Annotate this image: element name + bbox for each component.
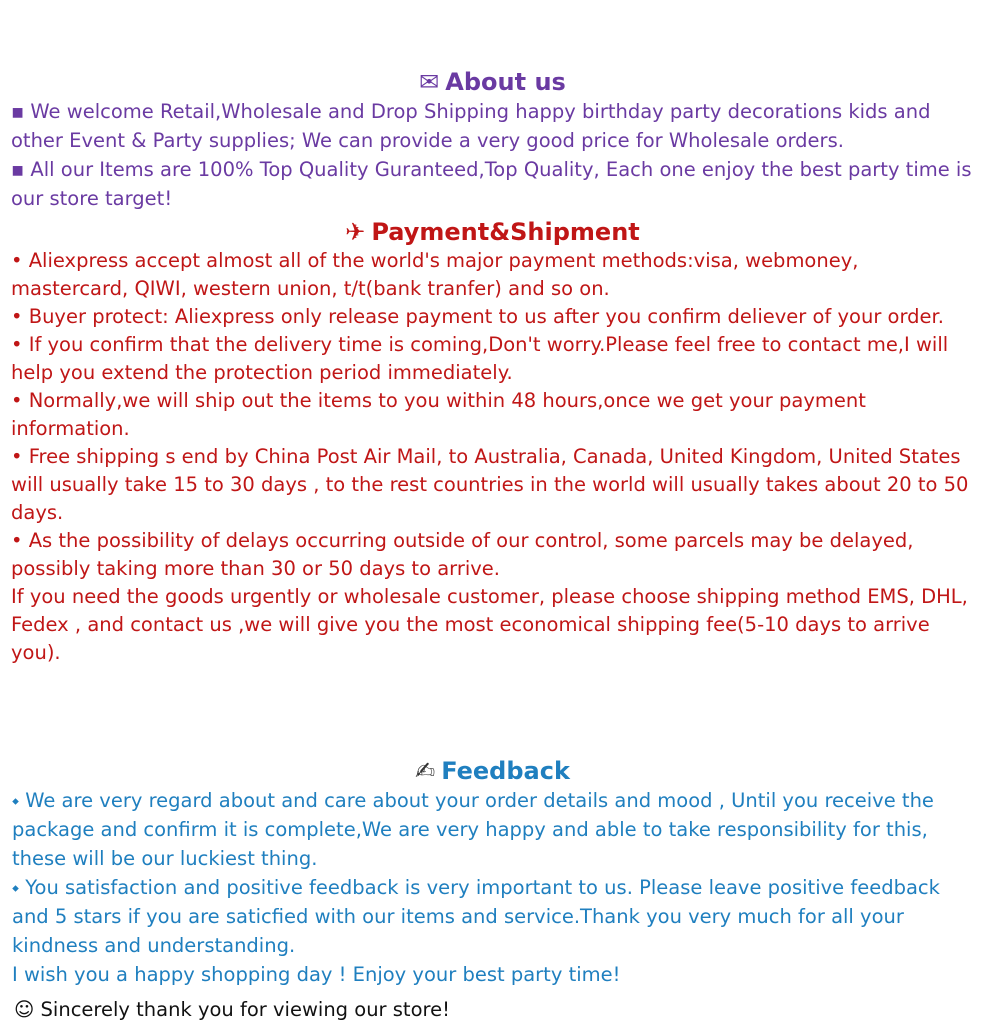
about-title: About us <box>445 68 566 96</box>
closing-text: Sincerely thank you for viewing our store! <box>40 998 450 1021</box>
feedback-line-3: I wish you a happy shopping day ! Enjoy your best party time! <box>12 963 621 986</box>
payment-line-6: • As the possibility of delays occurring outside of our control, some parcels may be delayed, possibly taking more than 30 or 50 days to arrive. <box>11 529 914 580</box>
payment-section <box>0 217 985 667</box>
feedback-title: Feedback <box>441 757 570 785</box>
about-line-1: ▪ We welcome Retail,Wholesale and Drop Shipping happy birthday party decorations kids and other Event & Party supplies; We can provide a very good price for Wholesale orders. <box>11 100 931 152</box>
about-heading <box>0 67 985 97</box>
payment-line-4: • Normally,we will ship out the items to you within 48 hours,once we get your payment information. <box>11 389 866 440</box>
payment-line-5: • Free shipping s end by China Post Air Mail, to Australia, Canada, United Kingdom, United States will usually take 15 to 30 days , to the rest countries in the world will usually takes about 20 to 50 days. <box>11 445 969 524</box>
payment-line-2: • Buyer protect: Aliexpress only release payment to us after you confirm deliever of your order. <box>11 305 944 328</box>
writing-hand-icon: ✍ <box>415 757 436 785</box>
payment-title: Payment&Shipment <box>371 218 640 246</box>
payment-line-1: • Aliexpress accept almost all of the world's major payment methods:visa, webmoney, mastercard, QIWI, western union, t/t(bank tranfer) and so on. <box>11 249 859 300</box>
feedback-line-2: ⬩ You satisfaction and positive feedback is very important to us. Please leave positive feedback and 5 stars if you are saticfied with our items and service.Thank you very much for all your kindness and understanding. <box>12 876 940 957</box>
feedback-heading <box>0 756 985 786</box>
payment-heading <box>0 217 985 247</box>
airplane-icon: ✈ <box>345 218 366 246</box>
payment-line-3: • If you confirm that the delivery time is coming,Don't worry.Please feel free to contact me,I will help you extend the protection period immediately. <box>11 333 949 384</box>
payment-line-7: If you need the goods urgently or wholesale customer, please choose shipping method EMS, DHL, Fedex , and contact us ,we will give you the most economical shipping fee(5-10 days to arrive you). <box>11 585 968 664</box>
about-line-2: ▪ All our Items are 100% Top Quality Guranteed,Top Quality, Each one enjoy the best party time is our store target! <box>11 158 972 210</box>
feedback-section <box>0 756 985 989</box>
envelope-icon: ✉ <box>419 68 440 96</box>
about-section <box>0 67 985 213</box>
smiley-icon: ☺ <box>14 998 35 1021</box>
feedback-line-1: ⬩ We are very regard about and care about your order details and mood , Until you receive the package and confirm it is complete,We are very happy and able to take responsibility for this, these will be our luckiest thing. <box>12 789 934 870</box>
closing-thanks <box>0 995 985 1025</box>
